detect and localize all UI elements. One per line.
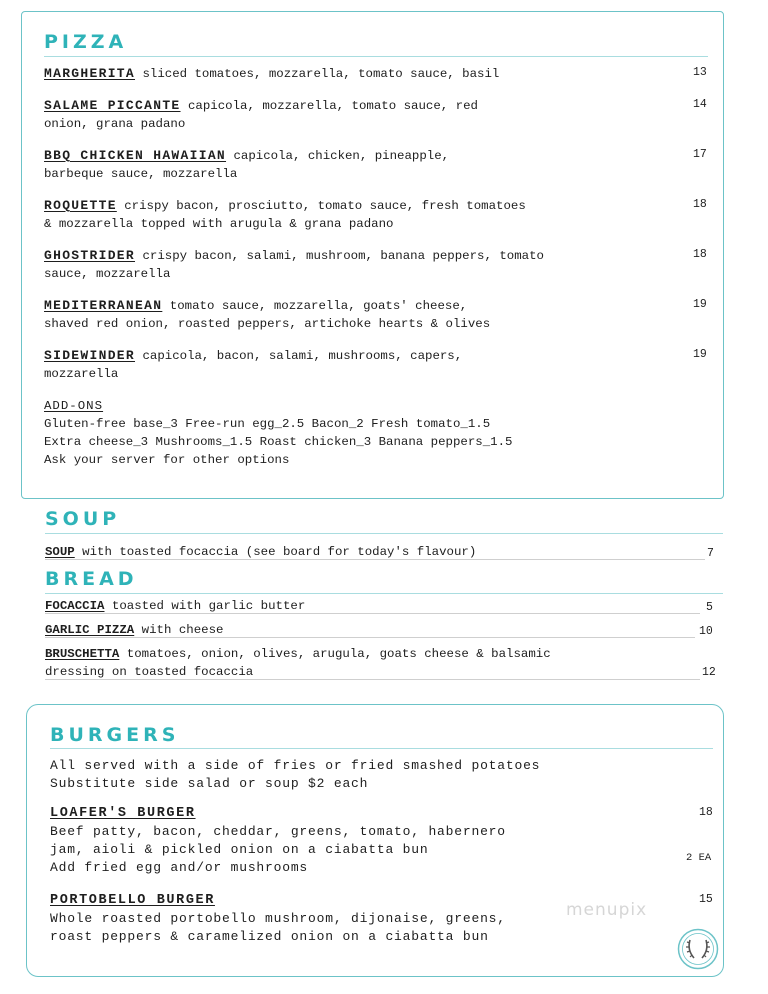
item-name: ROQUETTE xyxy=(44,198,117,213)
item-price: 5 xyxy=(706,601,713,614)
laurel-logo-icon xyxy=(677,928,719,970)
item-leader-line xyxy=(45,613,700,614)
soup-heading: SOUP xyxy=(45,508,121,530)
soup-heading-rule xyxy=(45,533,723,534)
item-desc-line2: sauce, mozzarella xyxy=(44,267,171,281)
item-price: 15 xyxy=(699,893,713,906)
item-name: MEDITERRANEAN xyxy=(44,298,163,313)
menu-item-loafers-burger xyxy=(50,805,670,877)
item-price: 19 xyxy=(693,348,707,361)
item-price: 14 xyxy=(693,98,707,111)
pizza-heading: PIZZA xyxy=(44,31,128,53)
addon-price: 2 EA xyxy=(686,852,712,864)
item-name: PORTOBELLO BURGER xyxy=(50,893,215,908)
burgers-heading-rule xyxy=(50,748,713,749)
item-price: 17 xyxy=(693,148,707,161)
menu-item-mediterranean xyxy=(44,297,684,333)
item-leader-line xyxy=(45,559,705,560)
addons-note: Ask your server for other options xyxy=(44,453,290,467)
item-desc: capicola, bacon, salami, mushrooms, capers, xyxy=(135,349,463,363)
item-name: SIDEWINDER xyxy=(44,348,136,363)
menu-item-bruschetta xyxy=(45,645,685,681)
item-desc: with toasted focaccia (see board for today's flavour) xyxy=(74,545,477,559)
item-leader-line xyxy=(45,679,700,680)
addons-block xyxy=(44,397,684,469)
burgers-intro-line: All served with a side of fries or fried smashed potatoes xyxy=(50,758,541,773)
addons-line: Extra cheese_3 Mushrooms_1.5 Roast chicken_3 Banana peppers_1.5 xyxy=(44,435,513,449)
item-desc-line2: & mozzarella topped with arugula & grana padano xyxy=(44,217,394,231)
item-price: 19 xyxy=(693,298,707,311)
item-name: GHOSTRIDER xyxy=(44,248,136,263)
item-desc-line2: dressing on toasted focaccia xyxy=(45,665,254,679)
item-desc: crispy bacon, prosciutto, tomato sauce, fresh tomatoes xyxy=(116,199,526,213)
watermark: menupix xyxy=(566,900,648,920)
menu-item-roquette xyxy=(44,197,684,233)
item-price: 12 xyxy=(702,666,716,679)
item-desc-line2: jam, aioli & pickled onion on a ciabatta bun xyxy=(50,842,429,857)
item-name: BRUSCHETTA xyxy=(45,647,120,661)
item-desc: tomato sauce, mozzarella, goats' cheese, xyxy=(162,299,468,313)
item-desc: Beef patty, bacon, cheddar, greens, tomato, habernero xyxy=(50,824,506,839)
item-name: FOCACCIA xyxy=(45,599,105,613)
item-price: 13 xyxy=(693,66,707,79)
item-name: SOUP xyxy=(45,545,75,559)
item-desc: capicola, chicken, pineapple, xyxy=(226,149,450,163)
burgers-intro xyxy=(50,757,670,793)
addons-line: Gluten-free base_3 Free-run egg_2.5 Bacon_2 Fresh tomato_1.5 xyxy=(44,417,491,431)
item-addon-line: Add fried egg and/or mushrooms xyxy=(50,860,309,875)
bread-heading-rule xyxy=(45,593,723,594)
item-desc: sliced tomatoes, mozzarella, tomato sauce, basil xyxy=(135,67,500,81)
item-price: 10 xyxy=(699,625,713,638)
item-desc: tomatoes, onion, olives, arugula, goats cheese & balsamic xyxy=(119,647,551,661)
item-desc-line2: barbeque sauce, mozzarella xyxy=(44,167,238,181)
item-name: MARGHERITA xyxy=(44,66,136,81)
item-price: 18 xyxy=(693,198,707,211)
item-price: 18 xyxy=(699,806,713,819)
item-desc: crispy bacon, salami, mushroom, banana peppers, tomato xyxy=(135,249,544,263)
item-desc-line2: onion, grana padano xyxy=(44,117,186,131)
item-desc: with cheese xyxy=(134,623,224,637)
burgers-heading: BURGERS xyxy=(50,724,180,746)
pizza-heading-rule xyxy=(44,56,708,57)
menu-item-margherita xyxy=(44,65,684,83)
item-desc: toasted with garlic butter xyxy=(104,599,306,613)
item-desc-line2: shaved red onion, roasted peppers, artichoke hearts & olives xyxy=(44,317,491,331)
item-price: 18 xyxy=(693,248,707,261)
item-price: 7 xyxy=(707,547,714,560)
menu-item-bbq-chicken-hawaiian xyxy=(44,147,684,183)
item-desc-line2: mozzarella xyxy=(44,367,119,381)
burgers-intro-line: Substitute side salad or soup $2 each xyxy=(50,776,369,791)
bread-heading: BREAD xyxy=(45,568,138,590)
item-name: GARLIC PIZZA xyxy=(45,623,135,637)
menu-item-salame-piccante xyxy=(44,97,684,133)
addons-heading: ADD-ONS xyxy=(44,399,104,413)
menu-item-sidewinder xyxy=(44,347,684,383)
item-name: LOAFER'S BURGER xyxy=(50,806,196,821)
menu-item-ghostrider xyxy=(44,247,684,283)
item-leader-line xyxy=(45,637,695,638)
item-name: BBQ CHICKEN HAWAIIAN xyxy=(44,148,227,163)
item-name: SALAME PICCANTE xyxy=(44,98,181,113)
item-desc-line2: roast peppers & caramelized onion on a ciabatta bun xyxy=(50,929,489,944)
item-desc: capicola, mozzarella, tomato sauce, red xyxy=(180,99,478,113)
item-desc: Whole roasted portobello mushroom, dijonaise, greens, xyxy=(50,911,506,926)
